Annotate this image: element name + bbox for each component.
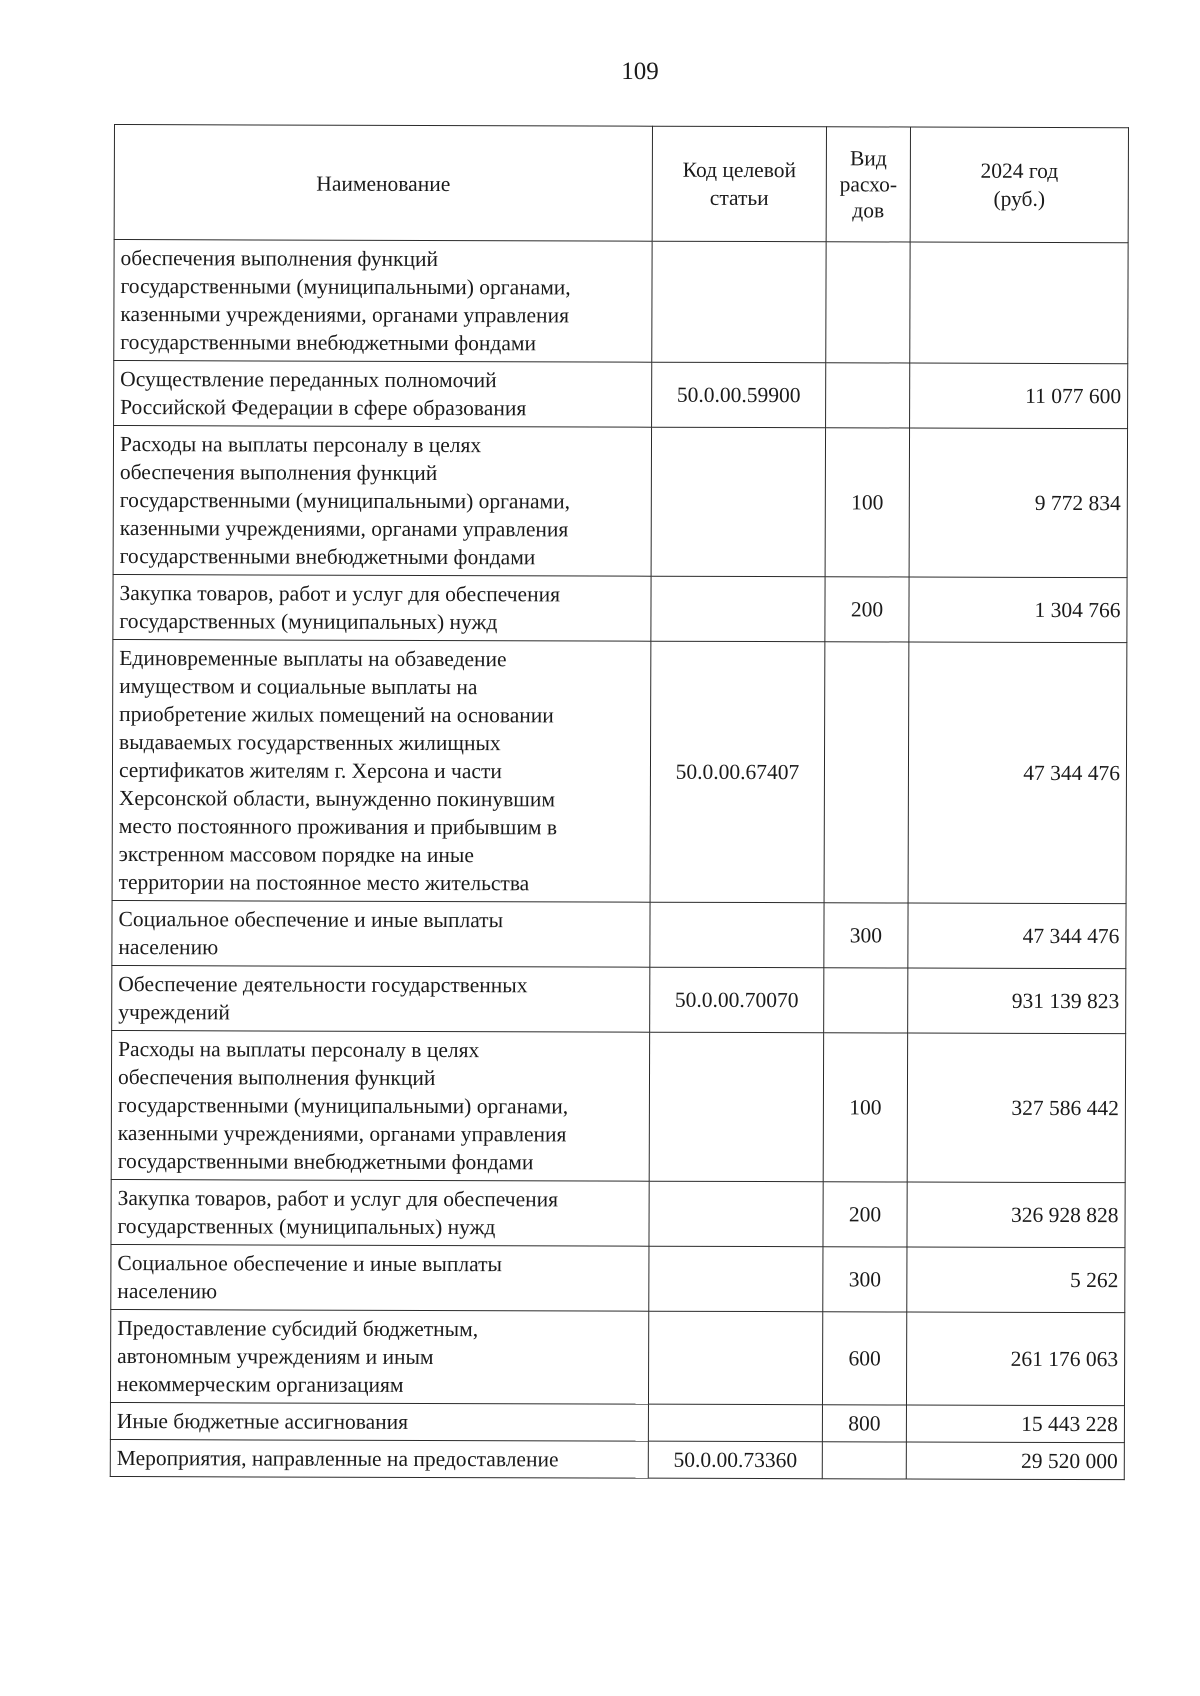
- cell-name-line: приобретение жилых помещений на основании: [119, 702, 554, 728]
- header-year: [910, 127, 1128, 243]
- cell-name-line: населению: [117, 1279, 218, 1304]
- table-row: [112, 900, 1126, 968]
- cell-name: [113, 574, 651, 641]
- cell-sum: 5 262: [907, 1247, 1125, 1313]
- cell-name: [110, 1309, 648, 1404]
- cell-name-line: государственными внебюджетными фондами: [119, 544, 536, 570]
- cell-code: [649, 1246, 823, 1312]
- cell-name-line: государственных (муниципальных) нужд: [119, 609, 498, 635]
- cell-sum: 327 586 442: [907, 1033, 1125, 1183]
- table-row: [111, 1179, 1125, 1247]
- cell-sum: 9 772 834: [909, 428, 1127, 578]
- cell-vid: 800: [822, 1405, 906, 1442]
- cell-name-line: имуществом и социальные выплаты на: [119, 674, 478, 700]
- table-body: [110, 240, 1128, 1480]
- cell-vid: 300: [823, 1247, 907, 1312]
- cell-name-line: Иные бюджетные ассигнования: [116, 1409, 409, 1434]
- table-row: [113, 574, 1127, 642]
- cell-sum: 47 344 476: [908, 903, 1126, 969]
- cell-code: 50.0.00.70070: [650, 967, 824, 1033]
- cell-sum: 1 304 766: [909, 577, 1127, 643]
- cell-vid: [826, 242, 910, 363]
- cell-name-line: учреждений: [118, 1000, 230, 1025]
- cell-name-line: казенными учреждениями, органами управления: [119, 516, 569, 542]
- cell-name-line: Расходы на выплаты персоналу в целях: [119, 432, 482, 458]
- cell-vid: 600: [822, 1312, 906, 1405]
- cell-name-line: Херсонской области, вынужденно покинувшим: [118, 786, 556, 812]
- header-year-line: (руб.): [993, 186, 1046, 211]
- table-row: [113, 426, 1127, 578]
- cell-name-line: место постоянного проживания и прибывшим в: [118, 814, 558, 840]
- cell-name-line: выдаваемых государственных жилищных: [119, 730, 501, 756]
- cell-name: [111, 1179, 649, 1246]
- table-header-row: [114, 125, 1128, 243]
- cell-name-line: государственными (муниципальными) органами,: [119, 488, 571, 514]
- cell-name-line: Социальное обеспечение и иные выплаты: [117, 1251, 503, 1277]
- cell-name-line: государственными (муниципальными) органами,: [120, 274, 571, 300]
- table-row: [112, 639, 1127, 903]
- cell-vid: [826, 363, 910, 428]
- cell-code: [650, 902, 824, 968]
- cell-name-line: Закупка товаров, работ и услуг для обеспечения: [119, 581, 561, 607]
- cell-vid: [824, 968, 908, 1033]
- cell-code: [651, 576, 825, 642]
- cell-name: [113, 426, 651, 577]
- table-row: [114, 361, 1128, 429]
- cell-code: 50.0.00.59900: [652, 362, 826, 428]
- cell-name-line: государственными внебюджетными фондами: [117, 1149, 534, 1175]
- cell-name-line: Социальное обеспечение и иные выплаты: [118, 907, 504, 933]
- cell-name-line: обеспечения выполнения функций: [120, 246, 439, 272]
- cell-name-line: экстренном массовом порядке на иные: [118, 842, 474, 868]
- cell-vid: 200: [825, 577, 909, 642]
- table-row: [110, 1309, 1124, 1405]
- cell-name: [114, 361, 652, 428]
- cell-code: [649, 1032, 823, 1182]
- table-row: [110, 1439, 1124, 1479]
- header-year-line: 2024 год: [980, 158, 1059, 183]
- cell-name-line: сертификатов жителям г. Херсона и части: [118, 758, 502, 784]
- cell-sum: 29 520 000: [906, 1442, 1124, 1480]
- cell-sum: 326 928 828: [907, 1182, 1125, 1248]
- header-vid-line: расхо-: [839, 172, 898, 197]
- header-vid: [826, 127, 910, 242]
- cell-name: [110, 1439, 648, 1478]
- budget-table: [110, 124, 1129, 1480]
- cell-name-line: государственными внебюджетными фондами: [120, 330, 537, 356]
- cell-vid: 100: [823, 1033, 907, 1182]
- cell-name: [112, 639, 651, 902]
- cell-name: [112, 965, 650, 1032]
- cell-name-line: некоммерческим организациям: [117, 1372, 404, 1397]
- table-row: [110, 1402, 1124, 1442]
- header-code-line: статьи: [709, 185, 769, 211]
- cell-code: 50.0.00.73360: [648, 1441, 822, 1479]
- cell-code: [648, 1404, 822, 1442]
- page-number: 109: [621, 58, 659, 85]
- cell-name-line: Единовременные выплаты на обзаведение: [119, 646, 507, 672]
- cell-name-line: казенными учреждениями, органами управления: [117, 1121, 567, 1147]
- header-vid-line: Вид: [849, 146, 887, 171]
- cell-name-line: обеспечения выполнения функций: [119, 460, 438, 486]
- cell-name-line: Российской Федерации в сфере образования: [120, 395, 527, 421]
- cell-name-line: Закупка товаров, работ и услуг для обеспечения: [117, 1186, 559, 1212]
- table-row: [112, 965, 1126, 1033]
- cell-name-line: территории на постоянное место жительства: [118, 870, 530, 896]
- cell-vid: [822, 1442, 906, 1479]
- cell-name: [111, 1030, 649, 1181]
- cell-name-line: обеспечения выполнения функций: [117, 1065, 436, 1091]
- cell-vid: 200: [823, 1182, 907, 1247]
- header-code: [652, 126, 826, 242]
- cell-sum: 47 344 476: [908, 642, 1127, 904]
- cell-name-line: государственными (муниципальными) органами,: [117, 1093, 569, 1119]
- header-vid-line: дов: [852, 198, 885, 223]
- cell-sum: 261 176 063: [906, 1312, 1124, 1406]
- cell-name-line: казенными учреждениями, органами управления: [120, 302, 570, 328]
- cell-name-line: населению: [118, 935, 219, 960]
- cell-name-line: Расходы на выплаты персоналу в целях: [118, 1037, 480, 1063]
- cell-name-line: Мероприятия, направленные на предоставление: [116, 1446, 559, 1472]
- cell-name-line: Осуществление переданных полномочий: [120, 367, 497, 393]
- table-row: [114, 240, 1128, 364]
- cell-sum: 15 443 228: [906, 1405, 1124, 1443]
- header-name: [114, 125, 652, 242]
- cell-name: [111, 1244, 649, 1311]
- cell-sum: [910, 242, 1128, 364]
- cell-code: [651, 427, 825, 577]
- cell-name: [112, 900, 650, 967]
- cell-sum: 11 077 600: [910, 363, 1128, 429]
- header-code-line: Код целевой: [682, 157, 797, 183]
- cell-name-line: Обеспечение деятельности государственных: [118, 972, 528, 998]
- cell-code: [649, 1181, 823, 1247]
- header-name-text: Наименование: [316, 171, 451, 197]
- cell-name: [114, 240, 652, 363]
- cell-code: 50.0.00.67407: [650, 641, 825, 903]
- cell-name-line: Предоставление субсидий бюджетным,: [117, 1316, 479, 1342]
- cell-name-line: государственных (муниципальных) нужд: [117, 1214, 496, 1240]
- table-row: [111, 1030, 1125, 1182]
- cell-vid: [824, 642, 909, 903]
- table-row: [111, 1244, 1125, 1312]
- cell-code: [648, 1311, 822, 1405]
- cell-vid: 100: [825, 428, 909, 577]
- cell-name: [110, 1402, 648, 1441]
- cell-sum: 931 139 823: [908, 968, 1126, 1034]
- cell-vid: 300: [824, 903, 908, 968]
- cell-name-line: автономным учреждениям и иным: [117, 1344, 434, 1370]
- cell-code: [652, 241, 826, 363]
